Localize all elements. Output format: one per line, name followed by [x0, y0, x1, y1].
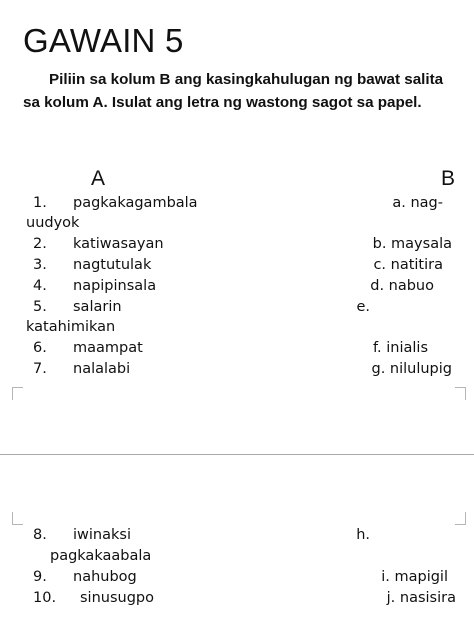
page-divider	[0, 454, 474, 455]
page-corner-mark	[455, 512, 466, 525]
item-continuation	[26, 317, 115, 337]
item-word: salarin	[73, 299, 122, 315]
column-b-header: B	[441, 167, 456, 190]
choice-d: d. nabuo	[370, 278, 434, 294]
item-word: napipinsala	[73, 278, 157, 294]
item-continuation	[26, 213, 79, 233]
page-corner-mark	[12, 512, 23, 525]
choice-b: b. maysala	[372, 236, 452, 252]
choice-g: g. nilulupig	[371, 361, 452, 377]
item-number: 7.	[33, 361, 47, 377]
choice-e: e.	[356, 299, 370, 315]
choice-i: i. mapigil	[381, 569, 448, 585]
item-number: 10.	[33, 590, 57, 606]
item-word: iwinaksi	[73, 527, 131, 543]
item-number: 9.	[33, 569, 47, 585]
page-corner-mark	[455, 387, 466, 400]
choice-f: f. inialis	[372, 340, 428, 356]
item-word: katiwasayan	[73, 236, 164, 252]
item-continuation	[50, 546, 151, 566]
item-word: sinusugpo	[80, 590, 154, 606]
item-number: 2.	[33, 236, 47, 252]
item-word: nalalabi	[73, 361, 131, 377]
item-continuation-text: pagkakaabala	[50, 548, 152, 564]
item-word: pagkakagambala	[73, 195, 198, 211]
choice-j: j. nasisira	[386, 590, 456, 606]
page-title: GAWAIN 5	[23, 22, 184, 59]
item-continuation-text: katahimikan	[26, 319, 116, 335]
item-number: 4.	[33, 278, 47, 294]
item-number: 8.	[33, 527, 47, 543]
choice-c: c. natitira	[373, 257, 443, 273]
instructions: Piliin sa kolum B ang kasingkahulugan ng bawat salita sa kolum A. Isulat ang letra ng wastong sagot sa papel.	[23, 71, 444, 111]
item-word: nagtutulak	[73, 257, 152, 273]
item-word: maampat	[73, 340, 143, 356]
item-number: 6.	[33, 340, 47, 356]
item-word: nahubog	[73, 569, 137, 585]
choice-h: h.	[356, 527, 370, 543]
item-number: 1.	[33, 195, 47, 211]
item-continuation-text: uudyok	[26, 215, 80, 231]
item-number: 5.	[33, 299, 47, 315]
item-number: 3.	[33, 257, 47, 273]
page-corner-mark	[12, 387, 23, 400]
choice-a: a. nag-	[392, 195, 443, 211]
column-a-header: A	[91, 167, 106, 190]
